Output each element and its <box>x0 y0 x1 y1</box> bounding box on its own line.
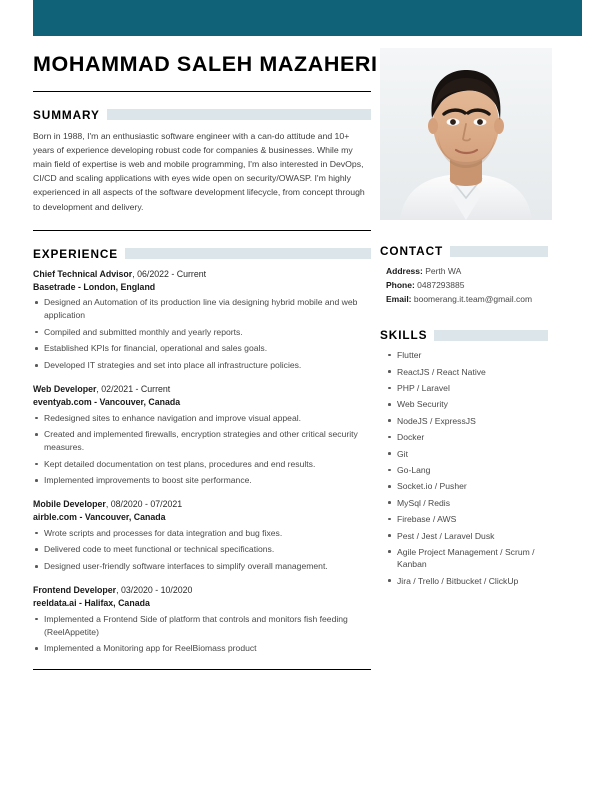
experience-role: Frontend Developer <box>33 585 117 596</box>
experience-role: Web Developer <box>33 384 97 395</box>
experience-role: Mobile Developer <box>33 499 106 510</box>
contact-label: Email: <box>386 293 412 304</box>
summary-heading: SUMMARY <box>33 107 100 122</box>
list-item: Established KPIs for financial, operational and sales goals. <box>33 342 373 355</box>
list-item: Implemented a Frontend Side of platform that controls and monitors fish feeding (ReelAppetite) <box>33 613 373 639</box>
list-item: Kept detailed documentation on test plans, procedures and end results. <box>33 458 373 471</box>
list-item: Designed user-friendly software interfaces to simplify overall management. <box>33 560 373 573</box>
list-item: Delivered code to meet functional or technical specifications. <box>33 543 373 556</box>
experience-bottom-divider <box>33 669 371 670</box>
summary-text: Born in 1988, I'm an enthusiastic software engineer with a can-do attitude and 10+ years of experience developing robust code for companies & businesses. While my main field of expertise is web and mobile programming, I'm also interested in DevOps, CI/CD and scaling applications with eyes wide open on security/OWASP. I'm highly experienced in all aspects of the software development lifecycle, from concept through to development and delivery. <box>33 130 365 212</box>
experience-list <box>33 268 372 656</box>
avatar <box>380 48 552 220</box>
contact-heading: CONTACT <box>380 244 444 258</box>
left-column <box>0 36 378 670</box>
page-title: MOHAMMAD SALEH MAZAHERI <box>33 52 378 76</box>
skill-item: NodeJS / ExpressJS <box>386 415 564 427</box>
skill-item: PHP / Laravel <box>386 382 564 394</box>
list-item: Implemented improvements to boost site performance. <box>33 474 373 487</box>
experience-role-line <box>33 383 373 396</box>
contact-header-bar <box>450 246 548 257</box>
contact-value[interactable]: boomerang.it.team@gmail.com <box>411 293 533 304</box>
resume-page <box>0 36 612 792</box>
experience-entry <box>33 584 373 655</box>
experience-entry <box>33 383 373 487</box>
experience-bullet-list <box>33 412 373 488</box>
experience-bullet-list <box>33 613 373 656</box>
list-item: Created and implemented firewalls, encryption strategies and other critical security measures. <box>33 428 373 454</box>
experience-role: Chief Technical Advisor <box>33 268 133 279</box>
experience-entry <box>33 268 373 372</box>
skill-item: Pest / Jest / Laravel Dusk <box>386 530 564 542</box>
right-column-spacer <box>374 306 582 328</box>
experience-bullet-list <box>33 296 373 372</box>
list-item: Redesigned sites to enhance navigation and improve visual appeal. <box>33 412 373 425</box>
list-item: Implemented a Monitoring app for ReelBiomass product <box>33 642 373 655</box>
skills-section <box>380 328 582 586</box>
skill-item: Git <box>386 448 564 460</box>
skills-section-header <box>380 328 548 342</box>
skill-item: Docker <box>386 431 564 443</box>
contact-value[interactable]: 0487293885 <box>414 279 465 290</box>
experience-header-bar <box>125 248 371 259</box>
experience-section-header <box>33 247 371 261</box>
experience-dates: , 03/2020 - 10/2020 <box>116 585 193 596</box>
contact-row <box>386 265 582 279</box>
portrait-photo-icon <box>380 48 552 220</box>
skill-item: Socket.io / Pusher <box>386 480 564 492</box>
experience-entry <box>33 498 373 573</box>
list-item: Designed an Automation of its production line via designing hybrid mobile and web application <box>33 296 373 322</box>
experience-bullet-list <box>33 527 373 573</box>
experience-heading: EXPERIENCE <box>33 246 119 261</box>
contact-value[interactable]: Perth WA <box>422 266 462 276</box>
experience-role-line <box>33 584 373 597</box>
skill-item: MySql / Redis <box>386 497 564 509</box>
experience-dates: , 06/2022 - Current <box>132 268 207 279</box>
contact-row <box>386 293 582 307</box>
skills-header-bar <box>434 330 548 341</box>
experience-role-line <box>33 268 373 281</box>
contact-list <box>386 265 582 306</box>
experience-dates: , 08/2020 - 07/2021 <box>105 499 183 510</box>
right-column <box>374 36 612 591</box>
summary-header-bar <box>107 109 371 120</box>
list-item: Wrote scripts and processes for data integration and bug fixes. <box>33 527 373 540</box>
top-banner <box>33 0 582 36</box>
contact-section-header <box>380 244 548 258</box>
skill-item: Firebase / AWS <box>386 513 564 525</box>
contact-section <box>380 244 582 306</box>
skills-heading: SKILLS <box>380 328 428 343</box>
experience-role-line <box>33 498 373 511</box>
experience-company: Basetrade - London, England <box>33 281 156 292</box>
skill-item: Web Security <box>386 398 564 410</box>
skill-item: Go-Lang <box>386 464 564 476</box>
experience-company: airble.com - Vancouver, Canada <box>33 512 166 523</box>
contact-label: Address: <box>386 266 423 276</box>
contact-row <box>386 279 582 293</box>
skill-item: Agile Project Management / Scrum / Kanban <box>386 546 564 570</box>
title-divider <box>33 91 371 92</box>
skill-item: Jira / Trello / Bitbucket / ClickUp <box>386 575 564 587</box>
summary-divider <box>33 230 371 231</box>
skills-list <box>386 349 564 586</box>
experience-company: reeldata.ai - Halifax, Canada <box>33 597 150 608</box>
experience-company: eventyab.com - Vancouver, Canada <box>33 396 181 407</box>
skill-item: ReactJS / React Native <box>386 366 564 378</box>
contact-label: Phone: <box>386 279 415 290</box>
list-item: Developed IT strategies and set into place all infrastructure policies. <box>33 359 373 372</box>
list-item: Compiled and submitted monthly and yearly reports. <box>33 326 373 339</box>
summary-section-header <box>33 108 371 122</box>
skill-item: Flutter <box>386 349 564 361</box>
experience-dates: , 02/2021 - Current <box>96 384 171 395</box>
